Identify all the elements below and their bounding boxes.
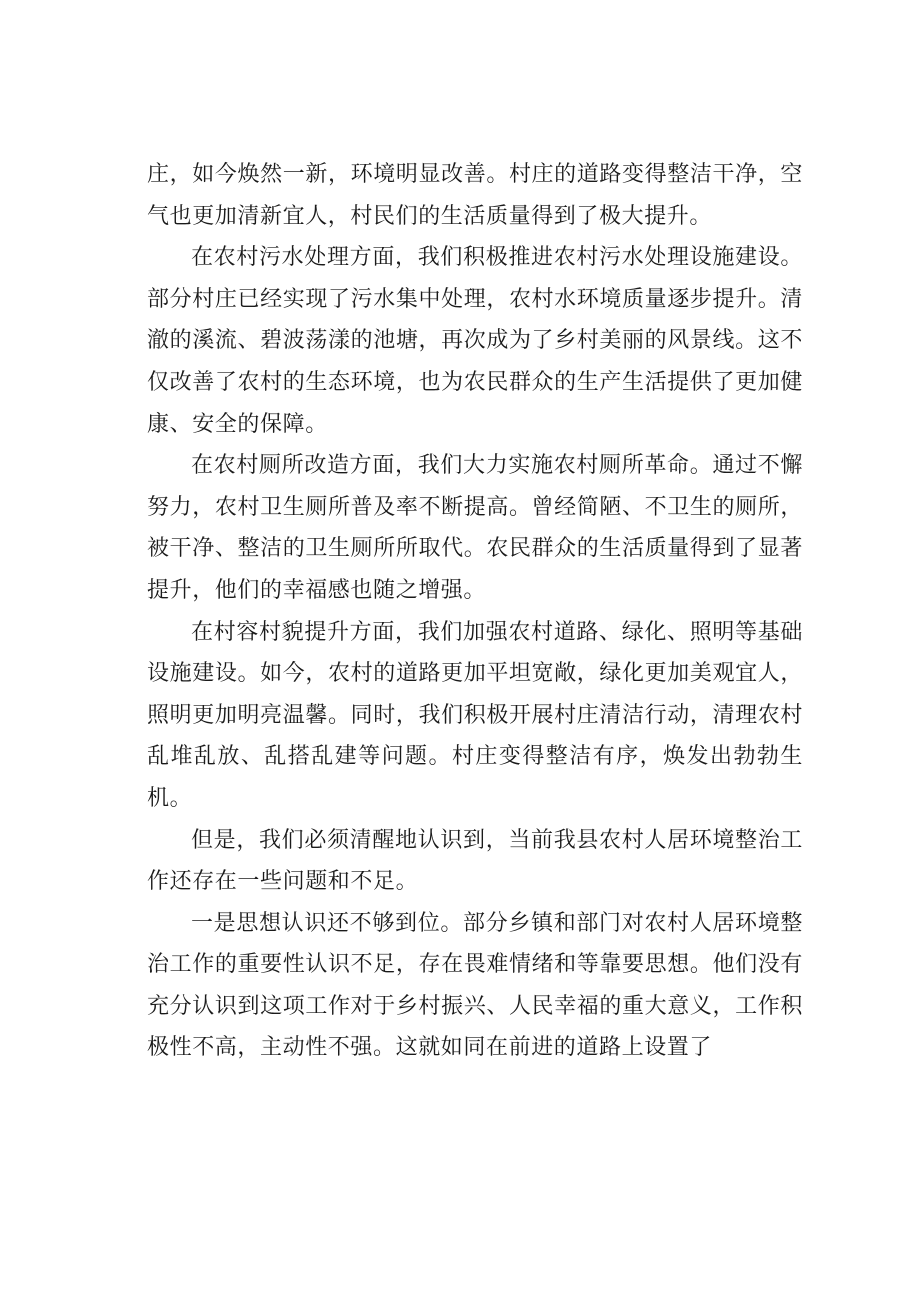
paragraph-6: 一是思想认识还不够到位。部分乡镇和部门对农村人居环境整治工作的重要性认识不足，存在畏难情绪和等靠要思想。他们没有充分认识到这项工作对于乡村振兴、人民幸福的重大意义，工作积极性不高，主动性不强。这就如同在前进的道路上设置了 <box>147 910 803 1061</box>
paragraph-3: 在农村厕所改造方面，我们大力实施农村厕所革命。通过不懈努力，农村卫生厕所普及率不断提高。曾经简陋、不卫生的厕所，被干净、整洁的卫生厕所所取代。农民群众的生活质量得到了显著提升，他们的幸福感也随之增强。 <box>147 453 803 603</box>
document-body <box>147 154 803 1069</box>
paragraph-1: 庄，如今焕然一新，环境明显改善。村庄的道路变得整洁干净，空气也更加清新宜人，村民们的生活质量得到了极大提升。 <box>147 162 803 229</box>
paragraph-5: 但是，我们必须清醒地认识到，当前我县农村人居环境整治工作还存在一些问题和不足。 <box>147 827 803 895</box>
paragraph-4: 在村容村貌提升方面，我们加强农村道路、绿化、照明等基础设施建设。如今，农村的道路更加平坦宽敞，绿化更加美观宜人，照明更加明亮温馨。同时，我们积极开展村庄清洁行动，清理农村乱堆乱放、乱搭乱建等问题。村庄变得整洁有序，焕发出勃勃生机。 <box>147 619 803 811</box>
paragraph-2: 在农村污水处理方面，我们积极推进农村污水处理设施建设。部分村庄已经实现了污水集中处理，农村水环境质量逐步提升。清澈的溪流、碧波荡漾的池塘，再次成为了乡村美丽的风景线。这不仅改善了农村的生态环境，也为农民群众的生产生活提供了更加健康、安全的保障。 <box>147 245 803 437</box>
